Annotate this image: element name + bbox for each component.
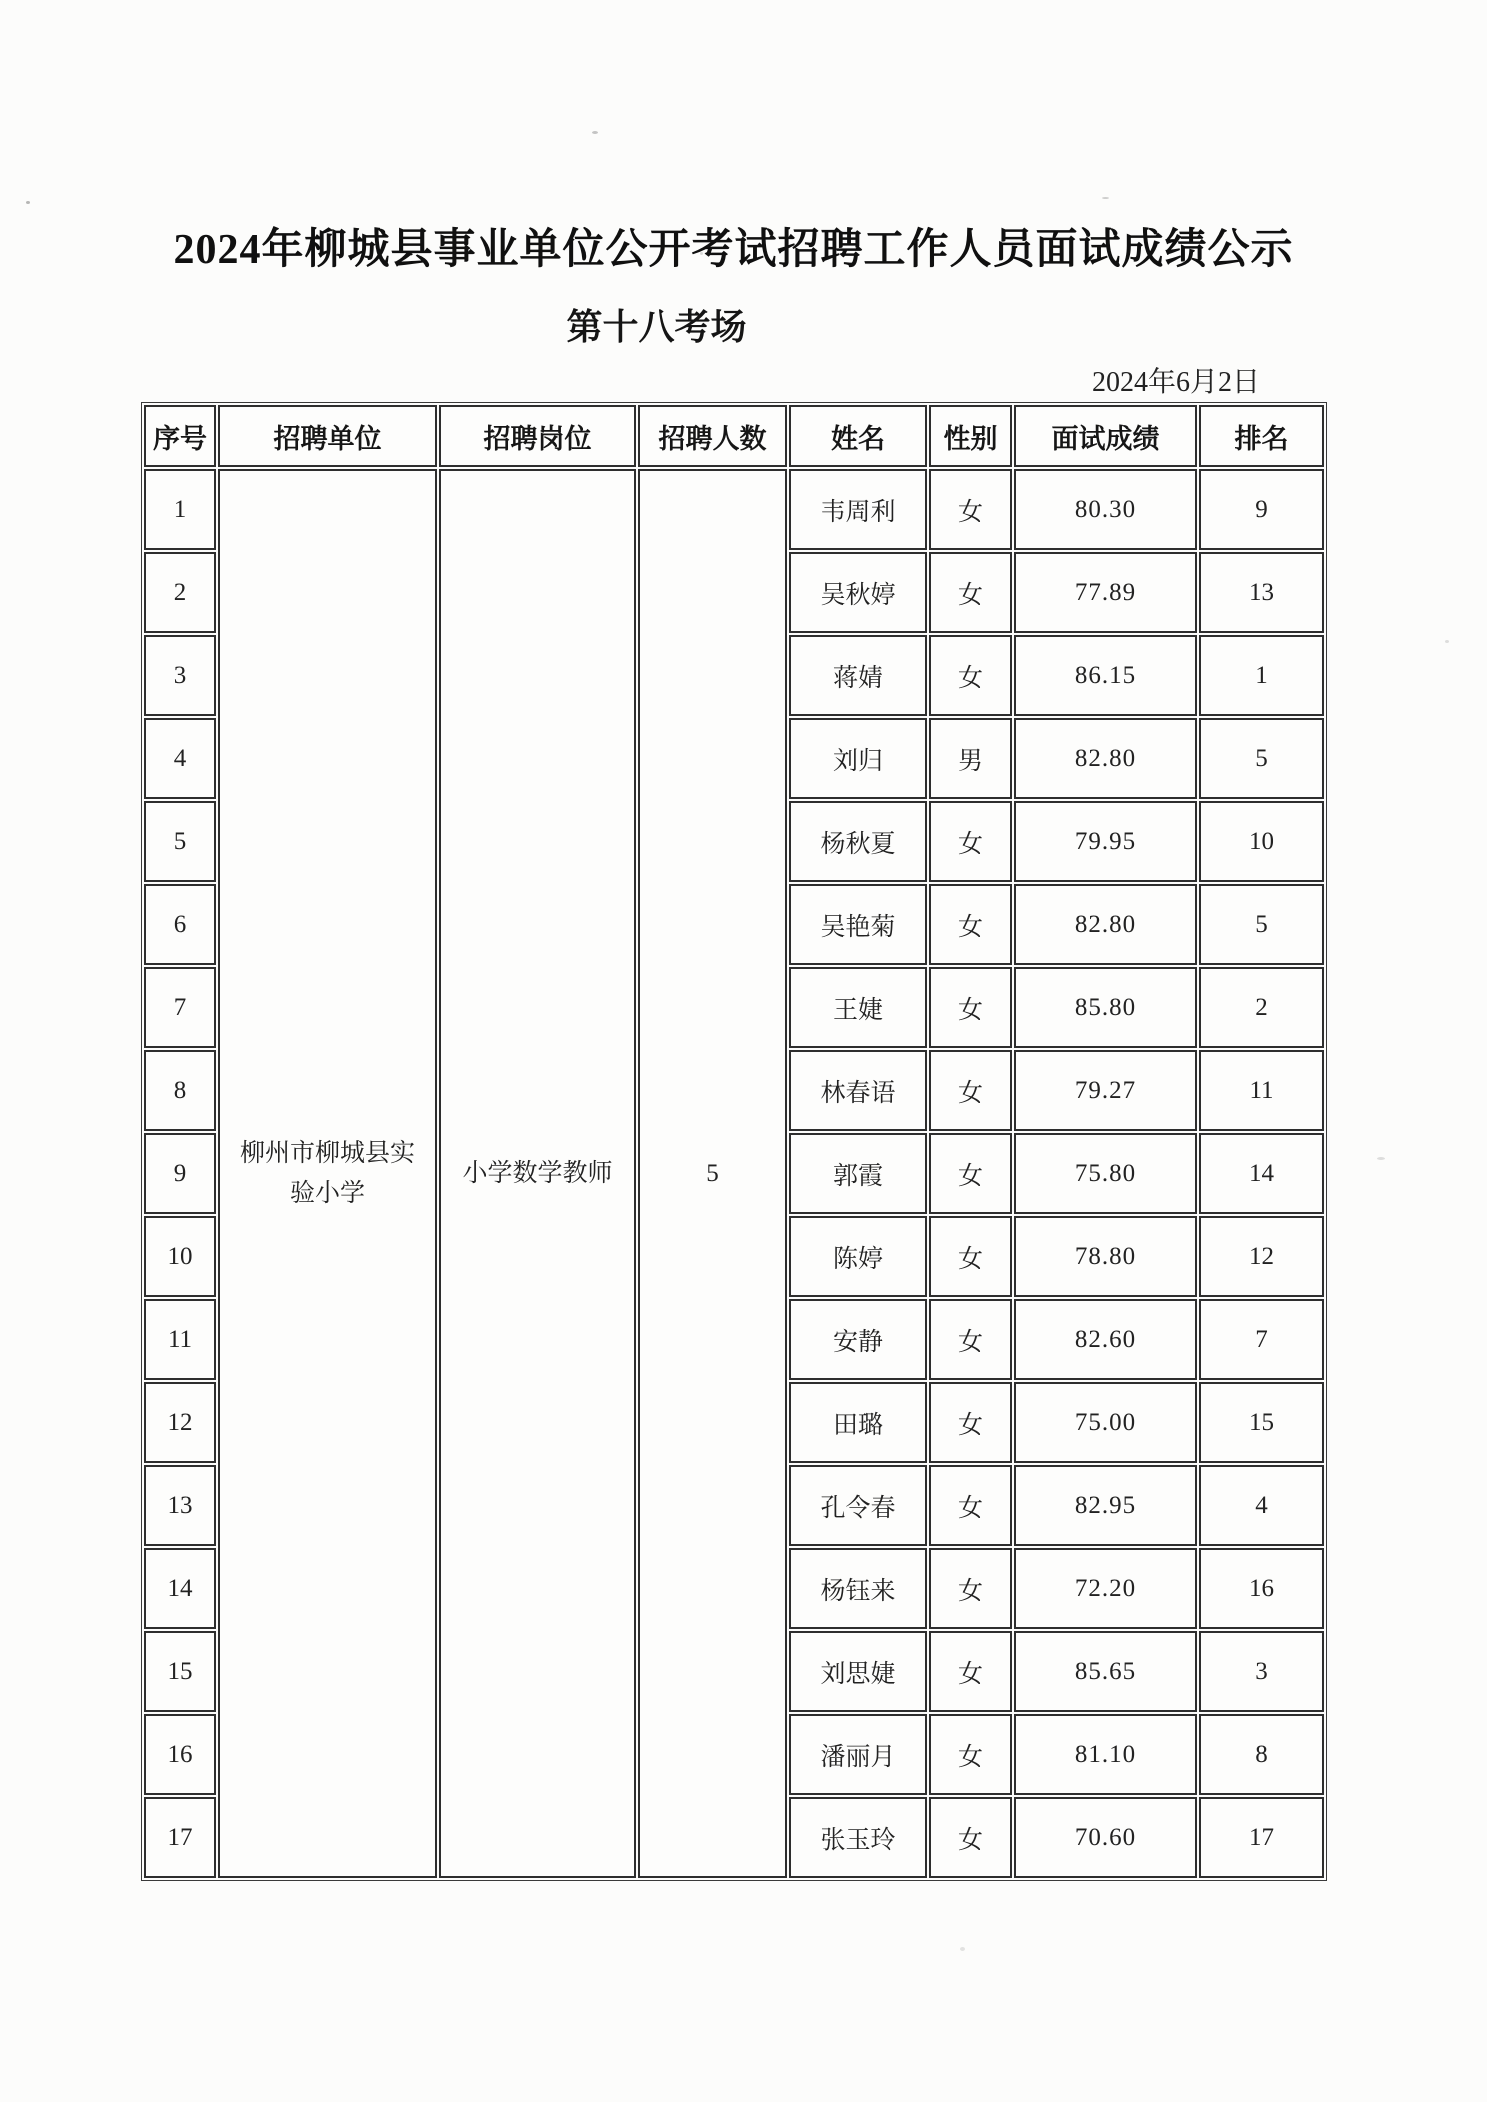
score-cell: 81.10 [1014, 1714, 1197, 1795]
position-cell [439, 469, 636, 1878]
gender-cell: 女 [929, 1050, 1012, 1131]
position-cell-text: 小学数学教师 [462, 1159, 613, 1187]
gender-cell: 女 [929, 801, 1012, 882]
rank-cell: 1 [1199, 635, 1324, 716]
name-cell: 蒋婧 [789, 635, 927, 716]
scan-noise [1445, 640, 1449, 643]
score-cell: 72.20 [1014, 1548, 1197, 1629]
serial-cell: 5 [144, 801, 216, 882]
serial-cell: 4 [144, 718, 216, 799]
rank-cell: 8 [1199, 1714, 1324, 1795]
recruit-count-cell-text: 5 [706, 1159, 719, 1187]
rank-cell: 7 [1199, 1299, 1324, 1380]
header-row [144, 405, 1324, 467]
name-cell: 吴秋婷 [789, 552, 927, 633]
name-cell: 陈婷 [789, 1216, 927, 1297]
header-position: 招聘岗位 [439, 405, 636, 467]
rank-cell: 4 [1199, 1465, 1324, 1546]
gender-cell: 女 [929, 1631, 1012, 1712]
rank-cell: 14 [1199, 1133, 1324, 1214]
gender-cell: 女 [929, 1382, 1012, 1463]
score-cell: 77.89 [1014, 552, 1197, 633]
score-cell: 85.80 [1014, 967, 1197, 1048]
document-date: 2024年6月2日 [1091, 367, 1260, 398]
scan-noise [26, 201, 30, 204]
serial-cell: 14 [144, 1548, 216, 1629]
serial-cell: 10 [144, 1216, 216, 1297]
table-row [144, 469, 1324, 550]
serial-cell: 6 [144, 884, 216, 965]
gender-cell: 女 [929, 1133, 1012, 1214]
scan-noise [1377, 1157, 1385, 1160]
name-cell: 王婕 [789, 967, 927, 1048]
header-score: 面试成绩 [1014, 405, 1197, 467]
name-cell: 林春语 [789, 1050, 927, 1131]
header-serial: 序号 [144, 405, 216, 467]
gender-cell: 男 [929, 718, 1012, 799]
scan-noise [592, 131, 598, 134]
name-cell: 张玉玲 [789, 1797, 927, 1878]
serial-cell: 15 [144, 1631, 216, 1712]
serial-cell: 3 [144, 635, 216, 716]
score-cell: 79.27 [1014, 1050, 1197, 1131]
header-rank: 排名 [1199, 405, 1324, 467]
gender-cell: 女 [929, 469, 1012, 550]
serial-cell: 13 [144, 1465, 216, 1546]
score-cell: 82.80 [1014, 718, 1197, 799]
serial-cell: 7 [144, 967, 216, 1048]
gender-cell: 女 [929, 1548, 1012, 1629]
recruiting-unit-cell [218, 469, 437, 1878]
interview-results-table [141, 402, 1327, 1881]
name-cell: 安静 [789, 1299, 927, 1380]
serial-cell: 8 [144, 1050, 216, 1131]
score-cell: 70.60 [1014, 1797, 1197, 1878]
exam-room-subtitle: 第十八考场 [566, 307, 747, 347]
name-cell: 韦周利 [789, 469, 927, 550]
results-table-body [144, 469, 1324, 1878]
header-gender: 性别 [929, 405, 1012, 467]
name-cell: 郭霞 [789, 1133, 927, 1214]
score-cell: 85.65 [1014, 1631, 1197, 1712]
header-recruit-unit: 招聘单位 [218, 405, 437, 467]
serial-cell: 12 [144, 1382, 216, 1463]
serial-cell: 16 [144, 1714, 216, 1795]
gender-cell: 女 [929, 1797, 1012, 1878]
scan-noise [960, 1947, 965, 1951]
recruit-count-cell [638, 469, 787, 1878]
header-name: 姓名 [789, 405, 927, 467]
document-title: 2024年柳城县事业单位公开考试招聘工作人员面试成绩公示 [173, 227, 1294, 273]
serial-cell: 17 [144, 1797, 216, 1878]
gender-cell: 女 [929, 1465, 1012, 1546]
rank-cell: 11 [1199, 1050, 1324, 1131]
rank-cell: 15 [1199, 1382, 1324, 1463]
rank-cell: 16 [1199, 1548, 1324, 1629]
gender-cell: 女 [929, 1299, 1012, 1380]
serial-cell: 9 [144, 1133, 216, 1214]
name-cell: 吴艳菊 [789, 884, 927, 965]
score-cell: 75.80 [1014, 1133, 1197, 1214]
rank-cell: 17 [1199, 1797, 1324, 1878]
results-table-header [144, 405, 1324, 467]
name-cell: 刘归 [789, 718, 927, 799]
score-cell: 82.60 [1014, 1299, 1197, 1380]
gender-cell: 女 [929, 1714, 1012, 1795]
recruiting-unit-cell-text: 柳州市柳城县实验小学 [239, 1139, 415, 1207]
score-cell: 79.95 [1014, 801, 1197, 882]
rank-cell: 3 [1199, 1631, 1324, 1712]
score-cell: 75.00 [1014, 1382, 1197, 1463]
name-cell: 杨秋夏 [789, 801, 927, 882]
name-cell: 田璐 [789, 1382, 927, 1463]
rank-cell: 13 [1199, 552, 1324, 633]
score-cell: 82.95 [1014, 1465, 1197, 1546]
gender-cell: 女 [929, 1216, 1012, 1297]
rank-cell: 10 [1199, 801, 1324, 882]
name-cell: 孔令春 [789, 1465, 927, 1546]
serial-cell: 11 [144, 1299, 216, 1380]
header-recruit-count: 招聘人数 [638, 405, 787, 467]
gender-cell: 女 [929, 884, 1012, 965]
gender-cell: 女 [929, 552, 1012, 633]
serial-cell: 1 [144, 469, 216, 550]
scan-noise [1102, 197, 1109, 199]
rank-cell: 5 [1199, 884, 1324, 965]
score-cell: 80.30 [1014, 469, 1197, 550]
rank-cell: 5 [1199, 718, 1324, 799]
name-cell: 潘丽月 [789, 1714, 927, 1795]
name-cell: 杨钰来 [789, 1548, 927, 1629]
rank-cell: 2 [1199, 967, 1324, 1048]
gender-cell: 女 [929, 967, 1012, 1048]
rank-cell: 9 [1199, 469, 1324, 550]
rank-cell: 12 [1199, 1216, 1324, 1297]
name-cell: 刘思婕 [789, 1631, 927, 1712]
serial-cell: 2 [144, 552, 216, 633]
score-cell: 78.80 [1014, 1216, 1197, 1297]
score-cell: 82.80 [1014, 884, 1197, 965]
score-cell: 86.15 [1014, 635, 1197, 716]
gender-cell: 女 [929, 635, 1012, 716]
